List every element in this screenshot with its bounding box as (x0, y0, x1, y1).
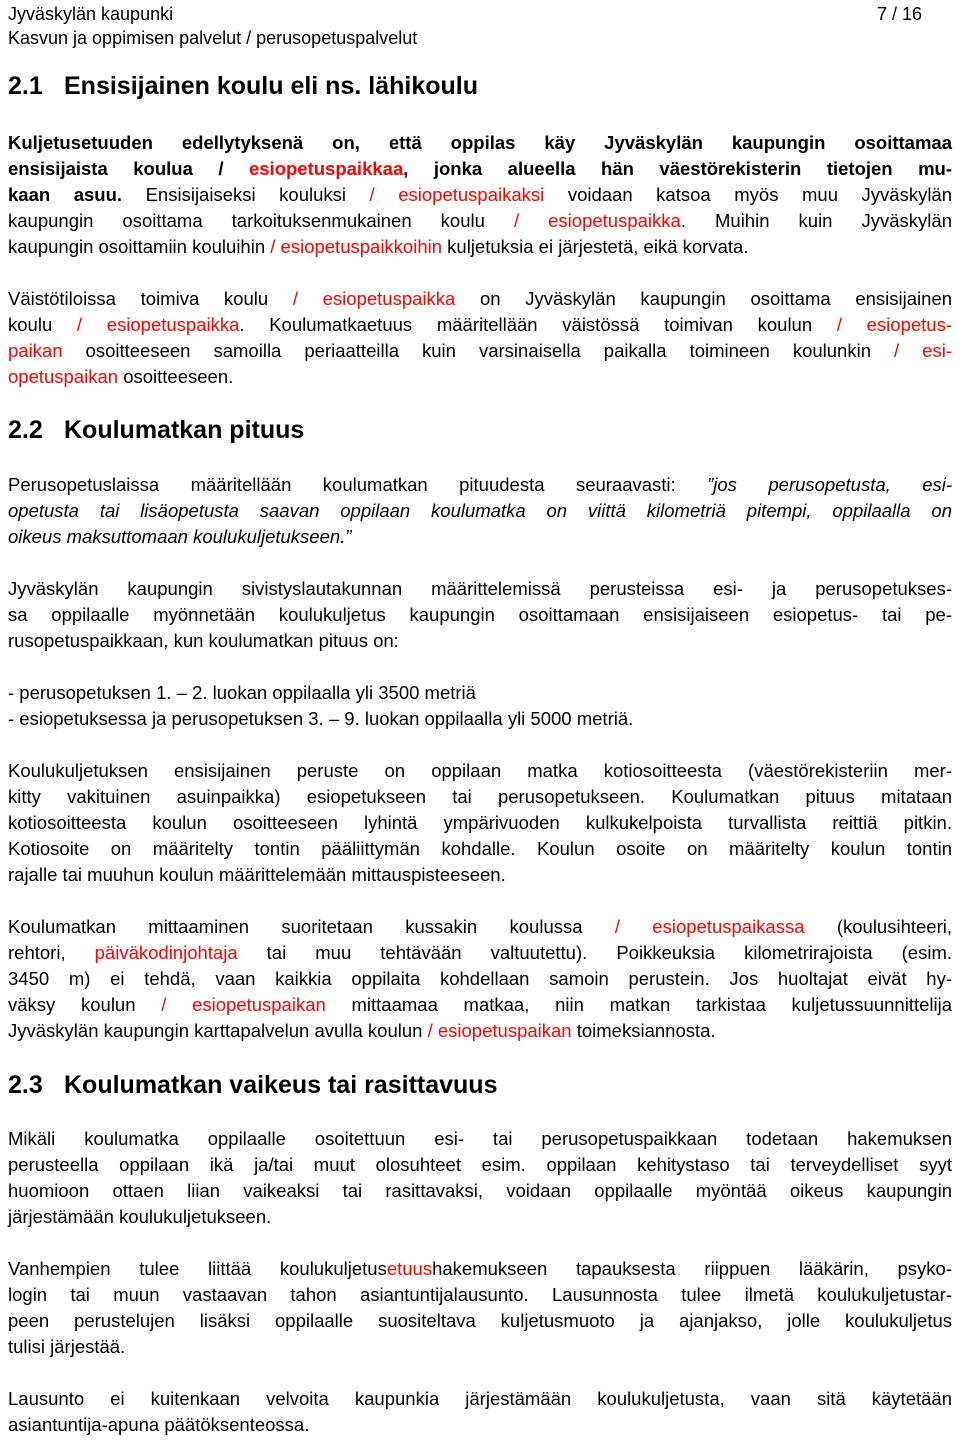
heading-title: Koulumatkan pituus (64, 416, 305, 444)
text-line: kotiosoitteesta koulun osoitteeseen lyhintä ympärivuoden kulkukelpoista turvallista reittiä pitkin. (8, 812, 952, 833)
header-organization: Jyväskylän kaupunki (8, 4, 174, 24)
page-header (8, 2, 922, 50)
text-line: Kuljetusetuuden edellytyksenä on, että oppilas käy Jyväskylän kaupungin osoittamaa (8, 132, 952, 153)
text-line: opetuspaikan osoitteeseen. (8, 366, 234, 387)
text-line: kaupungin osoittamiin kouluihin / esiopetuspaikkoihin kuljetuksia ei järjestetä, eikä korvata. (8, 236, 749, 257)
text-line: Lausunto ei kuitenkaan velvoita kaupunkia järjestämään koulukuljetusta, vaan sitä käytetään (8, 1388, 952, 1409)
text-line: tulisi järjestää. (8, 1336, 126, 1357)
text-line: ensisijaista koulua / esiopetuspaikkaa, jonka alueella hän väestörekisterin tietojen mu- (8, 158, 952, 179)
text-line: 3450 m) ei tehdä, vaan kaikkia oppilaita kohdellaan samoin perustein. Jos huoltajat eivät hy- (8, 968, 952, 989)
text-line: väksy koulun / esiopetuspaikan mittaamaa matkaa, niin matkan tarkistaa kuljetussuunnittelija (8, 994, 952, 1015)
text-line: rajalle tai muuhun koulun määrittelemään mittauspisteeseen. (8, 864, 506, 885)
heading-title: Koulumatkan vaikeus tai rasittavuus (64, 1071, 498, 1099)
paragraph-2-3-2 (8, 1256, 952, 1360)
paragraph-2-2-4 (8, 914, 952, 1044)
paragraph-2-2-1 (8, 472, 952, 550)
heading-2-1 (8, 70, 952, 102)
text-line: Jyväskylän kaupungin karttapalvelun avulla koulun / esiopetuspaikan toimeksiannosta. (8, 1020, 716, 1041)
text-line: peen perustelujen lisäksi oppilaalle suositeltava kuljetusmuoto ja ajanjakso, jolle koulukuljetus (8, 1310, 952, 1331)
heading-2-3 (8, 1069, 952, 1101)
text-line: Vanhempien tulee liittää koulukuljetusetuushakemukseen tapauksesta riippuen lääkärin, psyko- (8, 1258, 953, 1279)
text-line: Koulukuljetuksen ensisijainen peruste on oppilaan matka kotiosoitteesta (väestörekisteriin mer- (8, 760, 952, 781)
list-item: - esiopetuksessa ja perusopetuksen 3. – 9. luokan oppilaalla yli 5000 metriä. (8, 708, 634, 729)
paragraph-2-2-3 (8, 758, 952, 888)
text-line: perusteella oppilaan ikä ja/tai muut olosuhteet esim. oppilaan kehitystaso tai terveydelliset syyt (8, 1154, 952, 1175)
text-line: koulu / esiopetuspaikka. Koulumatkaetuus määritellään väistössä toimivan koulun / esiopetus- (8, 314, 952, 335)
text-line: Koulumatkan mittaaminen suoritetaan kussakin koulussa / esiopetuspaikassa (koulusihteeri, (8, 916, 952, 937)
text-line: kitty vakituinen asuinpaikka) esiopetukseen tai perusopetukseen. Koulumatkan pituus mitataan (8, 786, 952, 807)
heading-title: Ensisijainen koulu eli ns. lähikoulu (64, 72, 478, 100)
heading-number: 2.1 (8, 72, 43, 100)
heading-number: 2.3 (8, 1071, 43, 1099)
text-line: Mikäli koulumatka oppilaalle osoitettuun esi- tai perusopetuspaikkaan todetaan hakemuksen (8, 1128, 952, 1149)
paragraph-2-3-1 (8, 1126, 952, 1230)
text-line: sa oppilaalle myönnetään koulukuljetus kaupungin osoittamaan ensisijaiseen esiopetus- tai pe- (8, 604, 952, 625)
text-line: rusopetuspaikkaan, kun koulumatkan pituus on: (8, 630, 399, 651)
text-line: Kotiosoite on määritelty tontin pääliittymän kohdalle. Koulun osoite on määritelty koulun tontin (8, 838, 952, 859)
heading-2-2 (8, 414, 952, 446)
distance-list (8, 680, 952, 732)
text-line: paikan osoitteeseen samoilla periaatteilla kuin varsinaisella paikalla toimineen koulunkin / esi- (8, 340, 952, 361)
text-line: järjestämään koulukuljetukseen. (8, 1206, 272, 1227)
paragraph-2-2-2 (8, 576, 952, 654)
text-line: oikeus maksuttomaan koulukuljetukseen.” (8, 526, 352, 547)
text-line: opetusta tai lisäopetusta saavan oppilaan koulumatka on viittä kilometriä pitempi, oppilaalla on (8, 500, 952, 521)
text-line: Perusopetuslaissa määritellään koulumatkan pituudesta seuraavasti: ”jos perusopetusta, esi- (8, 474, 952, 495)
paragraph-2-1-2 (8, 286, 952, 390)
text-line: Väistötiloissa toimiva koulu / esiopetuspaikka on Jyväskylän kaupungin osoittama ensisijainen (8, 288, 953, 309)
paragraph-2-3-3 (8, 1386, 952, 1438)
text-line: kaupungin osoittama tarkoituksenmukainen koulu / esiopetuspaikka. Muihin kuin Jyväskylän (8, 210, 952, 231)
text-line: login tai muun vastaavan tahon asiantuntijalausunto. Lausunnosta tulee ilmetä koulukuljetustar- (8, 1284, 952, 1305)
text-line: Jyväskylän kaupungin sivistyslautakunnan määrittelemissä perusteissa esi- ja perusopetukses- (8, 578, 952, 599)
page-number: 7 / 16 (876, 4, 922, 24)
header-department: Kasvun ja oppimisen palvelut / perusopetuspalvelut (8, 28, 418, 48)
heading-number: 2.2 (8, 416, 43, 444)
text-line: kaan asuu. Ensisijaiseksi kouluksi / esiopetuspaikaksi voidaan katsoa myös muu Jyväskylän (8, 184, 953, 205)
text-line: huomioon ottaen liian vaikeaksi tai rasittavaksi, voidaan oppilaalle myöntää oikeus kaupungin (8, 1180, 952, 1201)
list-item: - perusopetuksen 1. – 2. luokan oppilaalla yli 3500 metriä (8, 682, 476, 703)
text-line: asiantuntija-apuna päätöksenteossa. (8, 1414, 310, 1435)
text-line: rehtori, päiväkodinjohtaja tai muu tehtävään valtuutettu). Poikkeuksia kilometrirajoista (esim. (8, 942, 953, 963)
paragraph-2-1-1 (8, 130, 952, 260)
